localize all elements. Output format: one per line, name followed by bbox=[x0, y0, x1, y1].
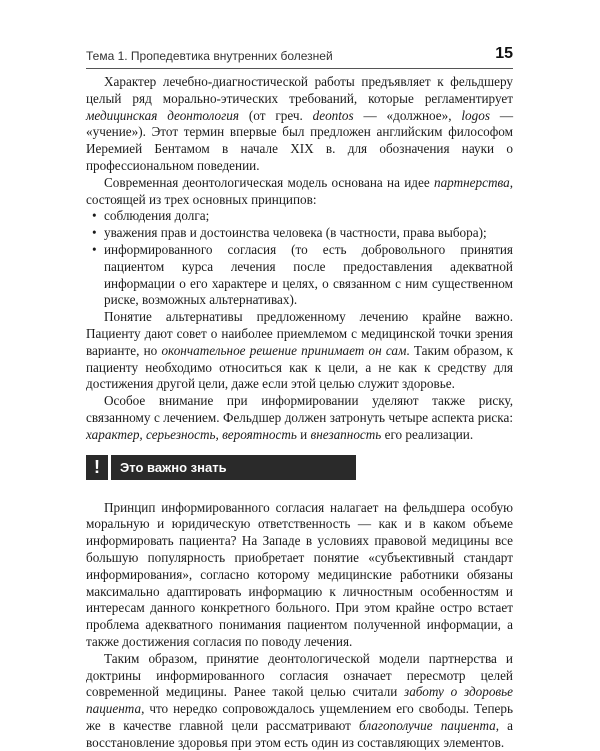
running-header bbox=[86, 46, 513, 69]
list-item: • соблюдения долга; bbox=[92, 208, 210, 224]
paragraph-conclusion: Таким образом, принятие деонтологической модели партнерства и доктрины информированного согласия означает пересмотр целей современной медицины. Ранее такой целью считали заботу о здоровье пациента, что нередко сопровождалось ущемлением его свободы. Теперь же в качестве главной цели рассматривают благополучие пациента, а восстановление здоровья при этом есть один из составляющих элементов. bbox=[86, 650, 514, 750]
bullet-icon: • bbox=[92, 208, 97, 224]
bullet-icon: • bbox=[92, 225, 97, 241]
page-body bbox=[86, 74, 513, 751]
list-item: • информированного согласия (то есть добровольного принятия пациентом курса лечения после предоставления адекватной информации о его характере и целях, о связанном с ним существенном риске, возможных альтернативах). bbox=[92, 241, 513, 308]
principles-list bbox=[86, 208, 513, 309]
bullet-icon: • bbox=[92, 241, 97, 257]
paragraph-alternatives: Понятие альтернативы предложенному лечению крайне важно. Пациенту дают совет о наиболее приемлемом с медицинской точки зрения варианте, но окончательное решение принимает он сам. Таким образом, к пациенту необходимо относиться как к цели, а не как к средству для достижения другой цели, даже если этой целью служит здоровье. bbox=[86, 309, 513, 392]
important-callout-banner bbox=[86, 455, 356, 480]
running-header-title: Тема 1. Пропедевтика внутренних болезней bbox=[86, 49, 333, 63]
paragraph-deontology-definition: Характер лечебно-диагностической работы предъявляет к фельдшеру целый ряд морально-этических требований, которые регламентирует медицинская деонтология (от греч. deontos — «должное», logos — «учение»). Этот термин впервые был предложен английским философом Иеремией Бентамом в начале XIX в. для обозначения науки о профессиональном поведении. bbox=[86, 74, 514, 173]
paragraph-risk: Особое внимание при информировании уделяют также риску, связанному с лечением. Фельдшер должен затронуть четыре аспекта риска: характер, серьезность, вероятность и внезапность его реализации. bbox=[86, 393, 513, 442]
paragraph-partnership-model: Современная деонтологическая модель основана на идее партнерства, состоящей из трех основных принципов: bbox=[86, 174, 513, 207]
callout-title: Это важно знать bbox=[120, 459, 227, 475]
exclamation-icon: ! bbox=[86, 455, 111, 480]
page-number: 15 bbox=[495, 45, 513, 62]
paragraph-informed-consent: Принцип информированного согласия налагает на фельдшера особую моральную и юридическую ответственность — как и в каком объеме информировать пациента? На Западе в условиях правовой медицины все большую популярность приобретает понятие «субъективный стандарт информирования», согласно которому медицинские работники обязаны максимально адаптировать информацию к личностным особенностям и интересам данного конкретного больного. При этом крайне остро встает проблема адекватного понимания пациентом полученной информации, а также достижения согласия по поводу лечения. bbox=[86, 499, 513, 649]
list-item: • уважения прав и достоинства человека (в частности, права выбора); bbox=[92, 225, 487, 241]
